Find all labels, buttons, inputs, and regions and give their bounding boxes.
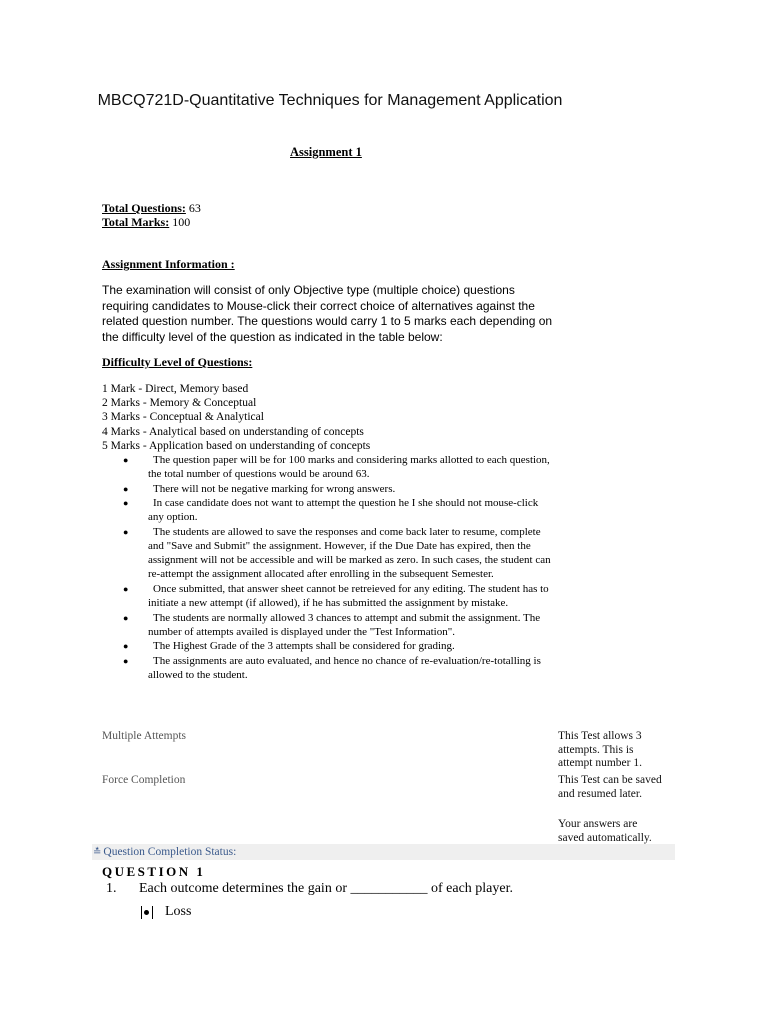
assignment-info-heading-text: Assignment Information : bbox=[102, 257, 235, 271]
rule-item bbox=[102, 582, 552, 610]
question-completion-status-bar[interactable] bbox=[92, 844, 675, 860]
rule-item bbox=[102, 654, 552, 682]
rule-text: The question paper will be for 100 marks and considering marks allotted to each question, the total number of questions would be around 63. bbox=[148, 454, 550, 481]
rule-item bbox=[102, 611, 552, 639]
rule-item bbox=[102, 453, 552, 481]
total-marks-label: Total Marks: bbox=[102, 215, 170, 229]
multiple-attempts-label: Multiple Attempts bbox=[102, 730, 187, 742]
difficulty-item: 1 Mark - Direct, Memory based bbox=[102, 383, 249, 395]
question-text: Each outcome determines the gain or ___________ of each player. bbox=[139, 881, 513, 896]
bullet-icon: ● bbox=[123, 655, 129, 666]
question-heading: QUESTION 1 bbox=[102, 864, 206, 879]
difficulty-item: 3 Marks - Conceptual & Analytical bbox=[102, 411, 264, 424]
bullet-icon: ● bbox=[123, 612, 129, 623]
bullet-icon: ● bbox=[123, 526, 129, 537]
difficulty-list bbox=[102, 382, 370, 453]
difficulty-heading: Difficulty Level of Questions: bbox=[102, 355, 253, 369]
multiple-attempts-value: This Test allows 3 attempts. This is attempt number 1. bbox=[558, 730, 642, 770]
assignment-info-paragraph: The examination will consist of only Objective type (multiple choice) questions requiring candidates to Mouse-click their correct choice of alternatives against the related question number. The questions would carry 1 to 5 marks each depending on the difficulty level of the question as indicated in the table below: bbox=[102, 283, 553, 344]
rules-list bbox=[102, 453, 552, 683]
bullet-icon: ● bbox=[123, 455, 129, 465]
rule-text: Once submitted, that answer sheet cannot be retreieved for any editing. The student has to initiate a new attempt (if allowed), if he has submitted the assignment by mistake. bbox=[148, 582, 549, 609]
double-chevron-down-icon[interactable]: ≛ bbox=[93, 847, 102, 858]
assignment-info-heading bbox=[102, 257, 235, 271]
rule-text: The students are allowed to save the responses and come back later to resume, complete and "Save and Submit" the assignment. However, if the Due Date has expired, then the assignment will not be accessible and will be marked as zero. In such cases, the student can re-attempt the assignment allocated after enrolling in the subsequent Semester. bbox=[148, 525, 551, 581]
rule-item bbox=[102, 496, 552, 524]
autosave-note: Your answers are saved automatically. bbox=[558, 818, 652, 844]
question-number: 1. bbox=[106, 881, 117, 896]
bullet-icon: ● bbox=[123, 498, 129, 509]
question-completion-status-label: Question Completion Status: bbox=[103, 846, 237, 858]
rule-text: In case candidate does not want to attempt the question he I she should not mouse-click any option. bbox=[148, 497, 539, 524]
rule-item bbox=[102, 525, 552, 581]
rule-text: The assignments are auto evaluated, and hence no chance of re-evaluation/re-totalling is allowed to the student. bbox=[148, 654, 541, 681]
total-questions-row bbox=[102, 201, 201, 215]
bullet-icon: ● bbox=[123, 583, 129, 594]
bullet-icon: ● bbox=[123, 641, 129, 652]
assignment-subtitle: Assignment 1 bbox=[290, 145, 362, 159]
page-title: MBCQ721D-Quantitative Techniques for Management Application bbox=[97, 92, 563, 109]
rule-text: The students are normally allowed 3 chances to attempt and submit the assignment. The number of attempts availed is displayed under the "Test Information". bbox=[148, 611, 541, 638]
difficulty-item: 5 Marks - Application based on understanding of concepts bbox=[102, 439, 371, 452]
total-marks-value: 100 bbox=[172, 215, 191, 229]
force-completion-label: Force Completion bbox=[102, 774, 186, 786]
rule-text: There will not be negative marking for wrong answers. bbox=[153, 482, 396, 495]
answer-option-label[interactable]: Loss bbox=[165, 904, 192, 919]
total-questions-label: Total Questions: bbox=[102, 201, 186, 215]
difficulty-item: 4 Marks - Analytical based on understanding of concepts bbox=[102, 425, 364, 438]
rule-item bbox=[102, 482, 552, 496]
rule-text: The Highest Grade of the 3 attempts shall be considered for grading. bbox=[153, 640, 455, 653]
total-questions-value: 63 bbox=[188, 201, 201, 215]
force-completion-value: This Test can be saved and resumed later. bbox=[558, 774, 662, 800]
answer-radio-selected[interactable] bbox=[141, 906, 153, 919]
bullet-icon: ● bbox=[123, 483, 129, 494]
difficulty-item: 2 Marks - Memory & Conceptual bbox=[102, 397, 257, 410]
total-marks-row bbox=[102, 215, 190, 229]
rule-item bbox=[102, 639, 552, 653]
